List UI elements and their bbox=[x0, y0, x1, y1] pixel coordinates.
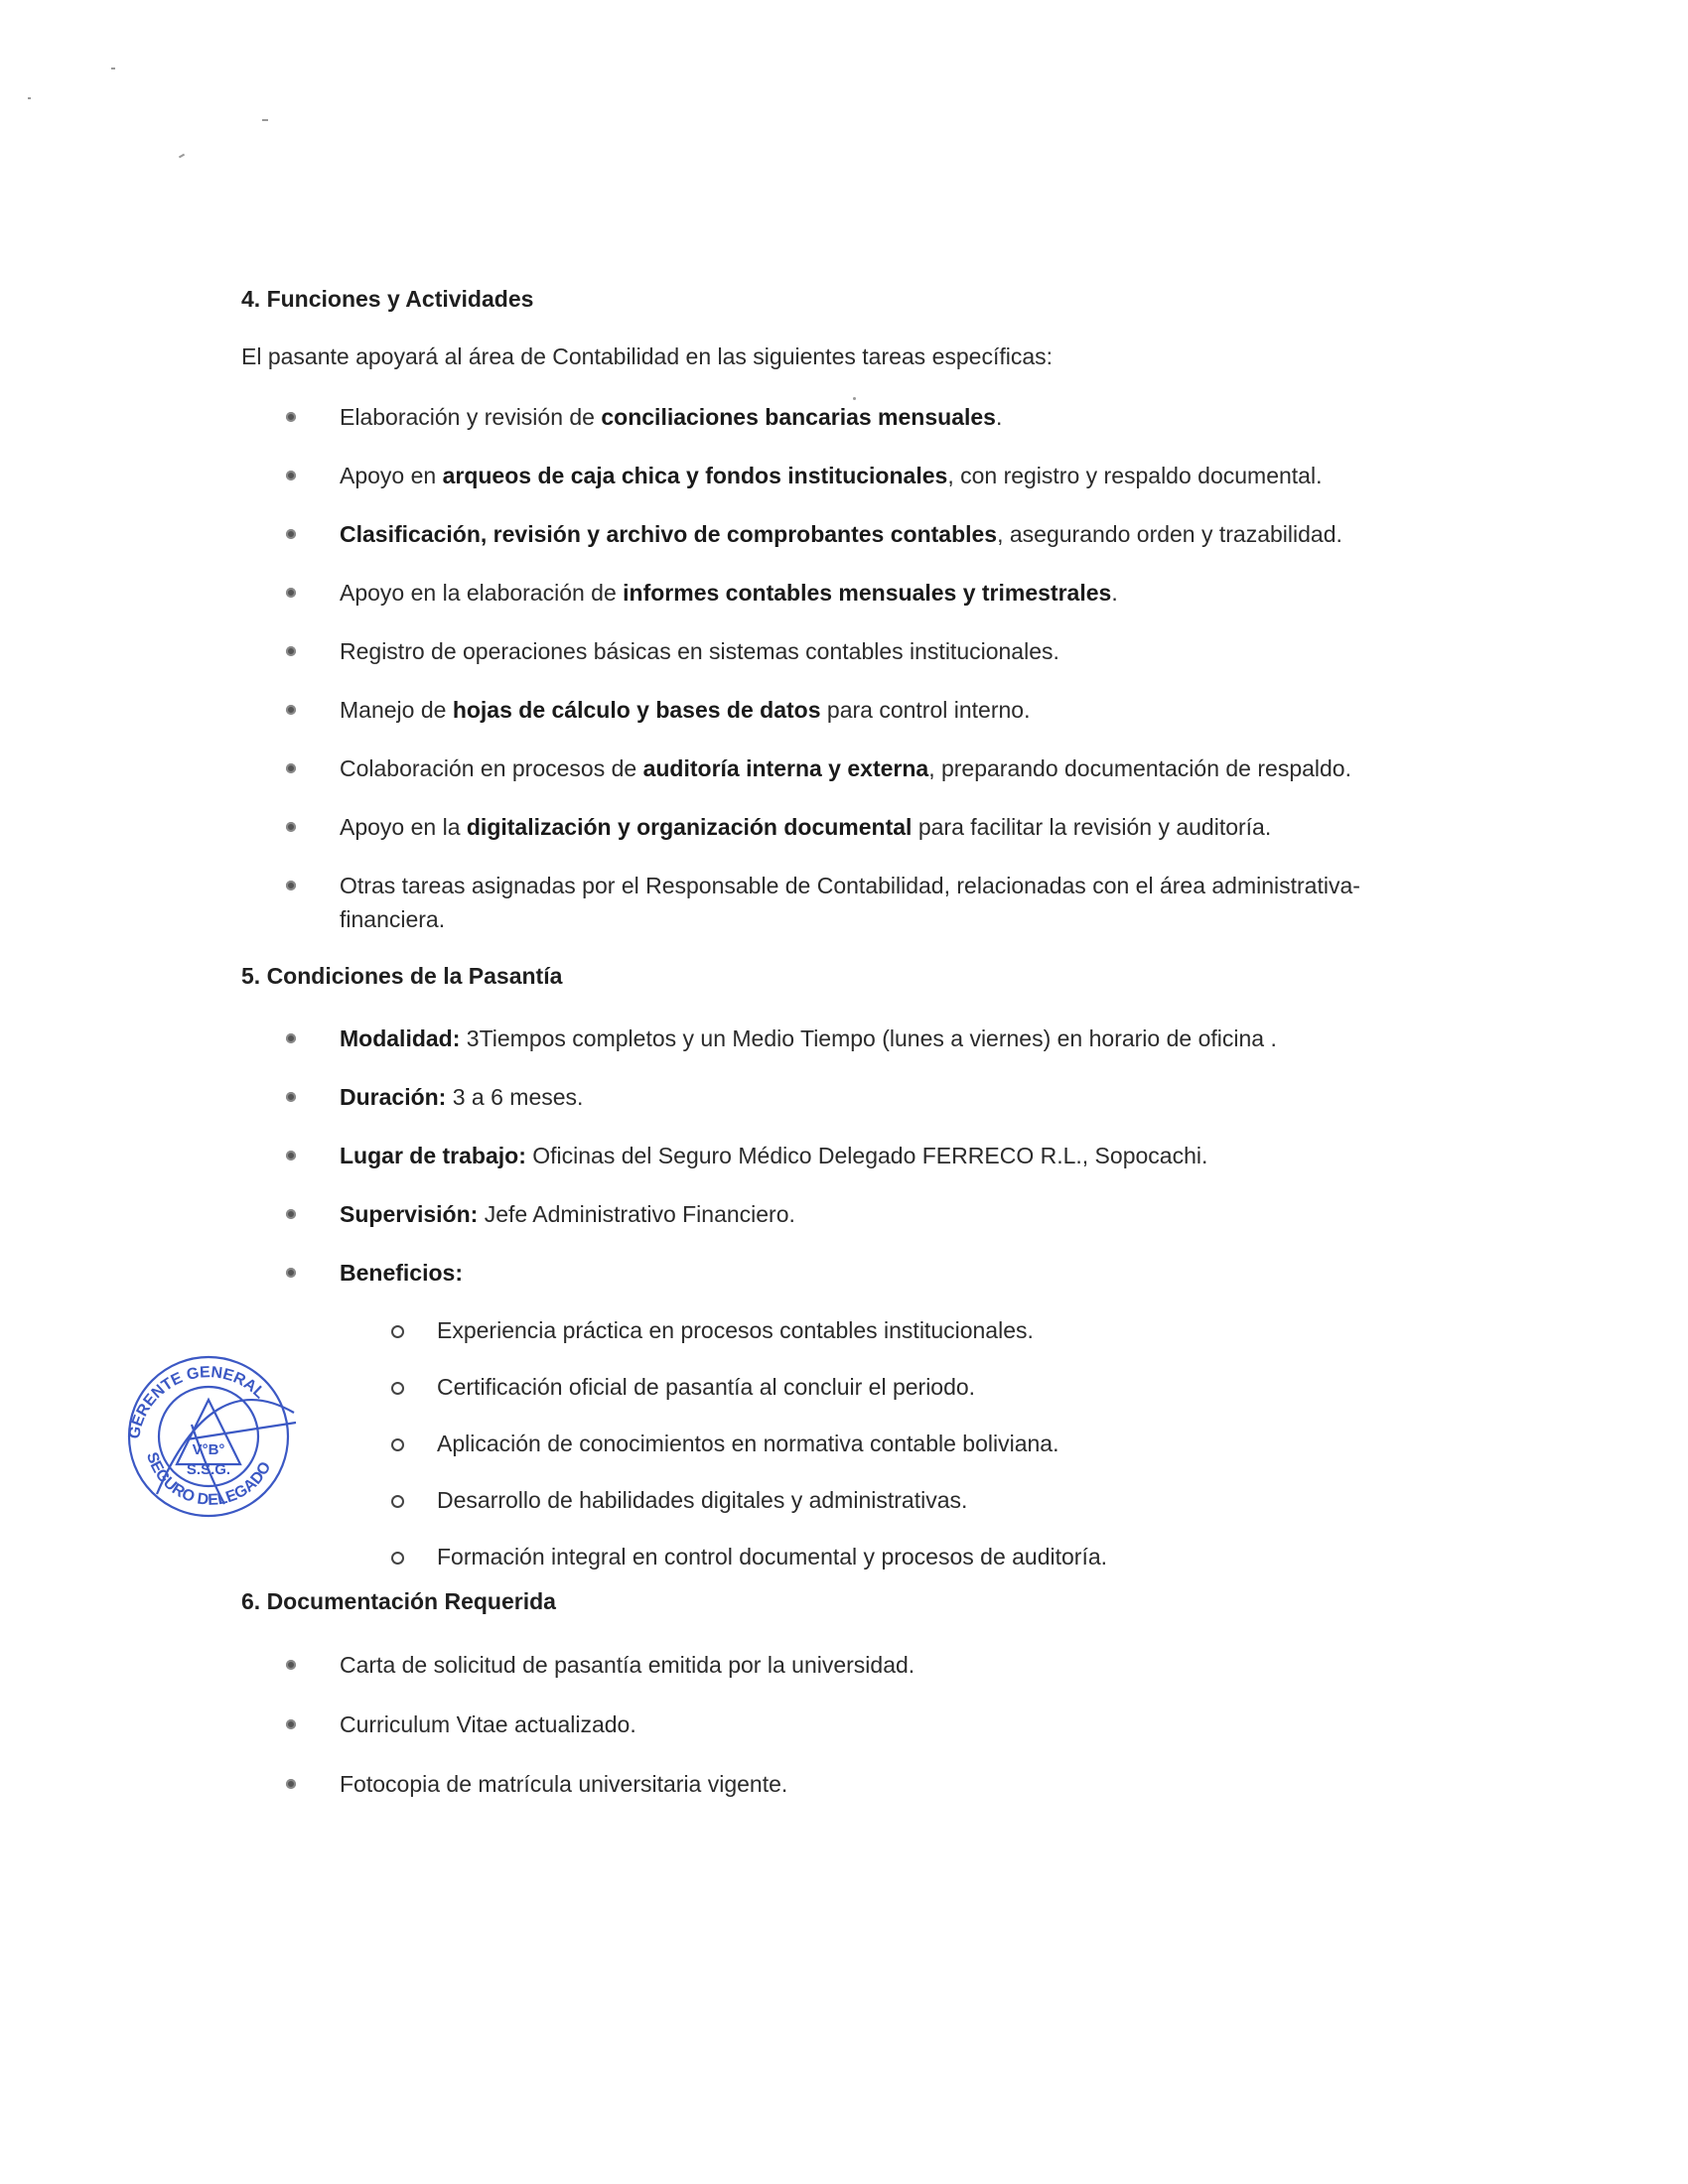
bullet-icon bbox=[286, 822, 296, 832]
item-emphasis: Clasificación, revisión y archivo de comprobantes contables bbox=[340, 521, 998, 547]
item-text: Elaboración y revisión de bbox=[340, 404, 602, 430]
bullet-icon bbox=[286, 1092, 296, 1102]
item-emphasis: digitalización y organización documental bbox=[466, 814, 913, 840]
bullet-icon bbox=[286, 1268, 296, 1278]
stamp-bottom-text: SEGURO DELEGADO bbox=[142, 1449, 275, 1509]
bullet-icon bbox=[286, 588, 296, 598]
bullet-icon bbox=[286, 881, 296, 890]
item-emphasis: auditoría interna y externa bbox=[642, 755, 929, 781]
item-text: 3 a 6 meses. bbox=[446, 1084, 584, 1110]
item-text: Manejo de bbox=[340, 697, 453, 723]
item-text: . bbox=[1111, 580, 1118, 606]
bullet-icon bbox=[286, 1151, 296, 1160]
section-intro-funciones: El pasante apoyará al área de Contabilidad en las siguientes tareas específicas: bbox=[241, 343, 1054, 369]
bullet-icon bbox=[286, 1033, 296, 1043]
item-text: Formación integral en control documental y procesos de auditoría. bbox=[437, 1544, 1108, 1570]
item-text: para control interno. bbox=[820, 697, 1031, 723]
item-label: Modalidad: bbox=[340, 1025, 461, 1051]
item-text: , con registro y respaldo documental. bbox=[947, 463, 1323, 488]
bullet-icon bbox=[286, 705, 296, 715]
item-text: Apoyo en bbox=[340, 463, 443, 488]
scan-speck bbox=[28, 97, 31, 99]
section-heading-funciones: 4. Funciones y Actividades bbox=[241, 286, 534, 312]
bullet-icon bbox=[286, 763, 296, 773]
circle-bullet-icon bbox=[391, 1552, 404, 1565]
signature-stroke bbox=[157, 1400, 294, 1494]
bullet-icon bbox=[286, 412, 296, 422]
item-label: Duración: bbox=[340, 1084, 447, 1110]
item-text: . bbox=[995, 404, 1003, 430]
item-text: , asegurando orden y trazabilidad. bbox=[997, 521, 1342, 547]
bullet-icon bbox=[286, 1779, 296, 1789]
item-text: Colaboración en procesos de bbox=[340, 755, 643, 781]
item-text: Oficinas del Seguro Médico Delegado FERRECO R.L., Sopocachi. bbox=[525, 1143, 1208, 1168]
circle-bullet-icon bbox=[391, 1495, 404, 1508]
item-text: Jefe Administrativo Financiero. bbox=[478, 1201, 795, 1227]
item-label: Lugar de trabajo: bbox=[340, 1143, 526, 1168]
item-text: Apoyo en la bbox=[340, 814, 467, 840]
item-text: Experiencia práctica en procesos contables institucionales. bbox=[437, 1317, 1034, 1343]
item-text: 3Tiempos completos y un Medio Tiempo (lunes a viernes) en horario de oficina . bbox=[460, 1025, 1277, 1051]
item-text: para facilitar la revisión y auditoría. bbox=[912, 814, 1272, 840]
bullet-icon bbox=[286, 646, 296, 656]
stamp-center-line-1: V°B° bbox=[192, 1441, 225, 1458]
section-heading-documentacion: 6. Documentación Requerida bbox=[241, 1588, 556, 1614]
signature-stroke bbox=[187, 1423, 296, 1439]
item-emphasis: conciliaciones bancarias mensuales bbox=[601, 404, 996, 430]
item-text: Registro de operaciones básicas en sistemas contables institucionales. bbox=[340, 638, 1059, 664]
item-emphasis: informes contables mensuales y trimestrales bbox=[623, 580, 1112, 606]
item-text: Curriculum Vitae actualizado. bbox=[340, 1711, 636, 1737]
stamp-top-text: GERENTE GENERAL bbox=[125, 1364, 268, 1440]
item-text: Certificación oficial de pasantía al concluir el periodo. bbox=[437, 1374, 976, 1400]
stamp-center-line-2: S.S.G. bbox=[186, 1461, 231, 1478]
circle-bullet-icon bbox=[391, 1325, 404, 1338]
bullet-icon bbox=[286, 1209, 296, 1219]
item-emphasis: hojas de cálculo y bases de datos bbox=[452, 697, 821, 723]
bullet-icon bbox=[286, 1719, 296, 1729]
scan-speck bbox=[262, 119, 268, 121]
item-text: Desarrollo de habilidades digitales y administrativas. bbox=[437, 1487, 968, 1513]
scan-speck bbox=[179, 154, 185, 159]
bullet-icon bbox=[286, 1660, 296, 1670]
circle-bullet-icon bbox=[391, 1438, 404, 1451]
item-label: Beneficios: bbox=[340, 1260, 463, 1286]
official-stamp bbox=[117, 1345, 306, 1524]
circle-bullet-icon bbox=[391, 1382, 404, 1395]
item-text: , preparando documentación de respaldo. bbox=[928, 755, 1351, 781]
item-text: Aplicación de conocimientos en normativa contable boliviana. bbox=[437, 1431, 1059, 1456]
item-text: Fotocopia de matrícula universitaria vigente. bbox=[340, 1771, 788, 1797]
item-text: Otras tareas asignadas por el Responsable de Contabilidad, relacionadas con el área administrativa-financiera. bbox=[340, 873, 1360, 932]
item-label: Supervisión: bbox=[340, 1201, 479, 1227]
section-heading-condiciones: 5. Condiciones de la Pasantía bbox=[241, 963, 563, 989]
item-text: Carta de solicitud de pasantía emitida por la universidad. bbox=[340, 1652, 915, 1678]
scan-speck bbox=[111, 68, 115, 69]
bullet-icon bbox=[286, 471, 296, 480]
bullet-icon bbox=[286, 529, 296, 539]
item-text: Apoyo en la elaboración de bbox=[340, 580, 624, 606]
item-emphasis: arqueos de caja chica y fondos institucionales bbox=[442, 463, 948, 488]
